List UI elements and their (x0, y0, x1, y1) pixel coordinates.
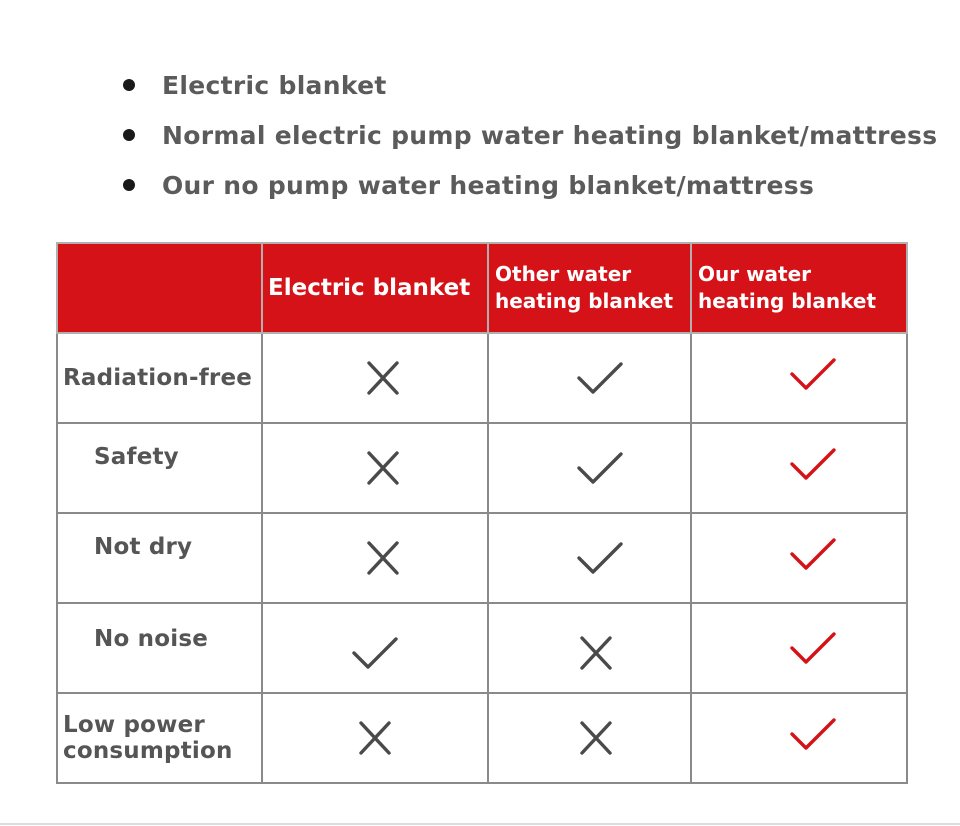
row-label-text: Not dry (94, 534, 193, 560)
bullet-item-normal-pump-blanket (123, 120, 937, 150)
header-label-line1: Our water (698, 262, 812, 286)
row-label-not-dry (57, 513, 262, 603)
cross-icon (358, 448, 408, 488)
cell-ours (691, 513, 907, 603)
cell-ours (691, 693, 907, 783)
cell-electric (262, 603, 488, 693)
check-icon (788, 628, 838, 668)
check-icon (788, 534, 838, 574)
cell-ours (691, 603, 907, 693)
cross-icon (571, 718, 621, 758)
bullet-item-electric-blanket (123, 70, 387, 100)
row-label-no-noise (57, 603, 262, 693)
row-label-safety (57, 423, 262, 513)
check-icon (350, 633, 400, 673)
comparison-table (56, 242, 908, 784)
row-label-text-line1: Low power (63, 712, 205, 738)
row-label-text: No noise (94, 626, 209, 652)
cell-ours (691, 423, 907, 513)
cell-other (488, 603, 691, 693)
cross-icon (358, 358, 408, 398)
cross-icon (358, 538, 408, 578)
header-label-line1: Other water (495, 262, 632, 286)
bullet-text: Our no pump water heating blanket/mattress (162, 170, 815, 200)
table-row (57, 693, 907, 783)
bullet-text: Normal electric pump water heating blanket/mattress (162, 120, 938, 150)
table-row (57, 603, 907, 693)
cell-other (488, 693, 691, 783)
row-label-text-line2: consumption (63, 738, 233, 764)
header-label-line2: heating blanket (495, 289, 674, 313)
row-label-text: Radiation-free (63, 365, 253, 391)
cell-electric (262, 423, 488, 513)
cross-icon (350, 718, 400, 758)
bullet-dot-icon (123, 129, 135, 141)
check-icon (575, 538, 625, 578)
cross-icon (571, 633, 621, 673)
bullet-dot-icon (123, 179, 135, 191)
cell-other (488, 333, 691, 423)
table-row (57, 513, 907, 603)
table-row (57, 423, 907, 513)
bullet-item-no-pump-blanket (123, 170, 814, 200)
check-icon (788, 714, 838, 754)
cell-other (488, 513, 691, 603)
row-label-low-power (57, 693, 262, 783)
check-icon (575, 358, 625, 398)
header-empty-cell (57, 243, 262, 333)
row-label-text: Safety (94, 444, 179, 470)
check-icon (788, 444, 838, 484)
header-electric-blanket (262, 243, 488, 333)
cell-electric (262, 513, 488, 603)
check-icon (575, 448, 625, 488)
header-label: Electric blanket (268, 275, 471, 301)
table-header-row (57, 243, 907, 333)
header-our-water-blanket (691, 243, 907, 333)
cell-electric (262, 693, 488, 783)
check-icon (788, 354, 838, 394)
cell-other (488, 423, 691, 513)
header-label-line2: heating blanket (698, 289, 877, 313)
bullet-dot-icon (123, 79, 135, 91)
table-row (57, 333, 907, 423)
bullet-text: Electric blanket (162, 70, 387, 100)
header-other-water-blanket (488, 243, 691, 333)
row-label-radiation-free (57, 333, 262, 423)
bottom-divider (0, 823, 960, 825)
cell-ours (691, 333, 907, 423)
cell-electric (262, 333, 488, 423)
